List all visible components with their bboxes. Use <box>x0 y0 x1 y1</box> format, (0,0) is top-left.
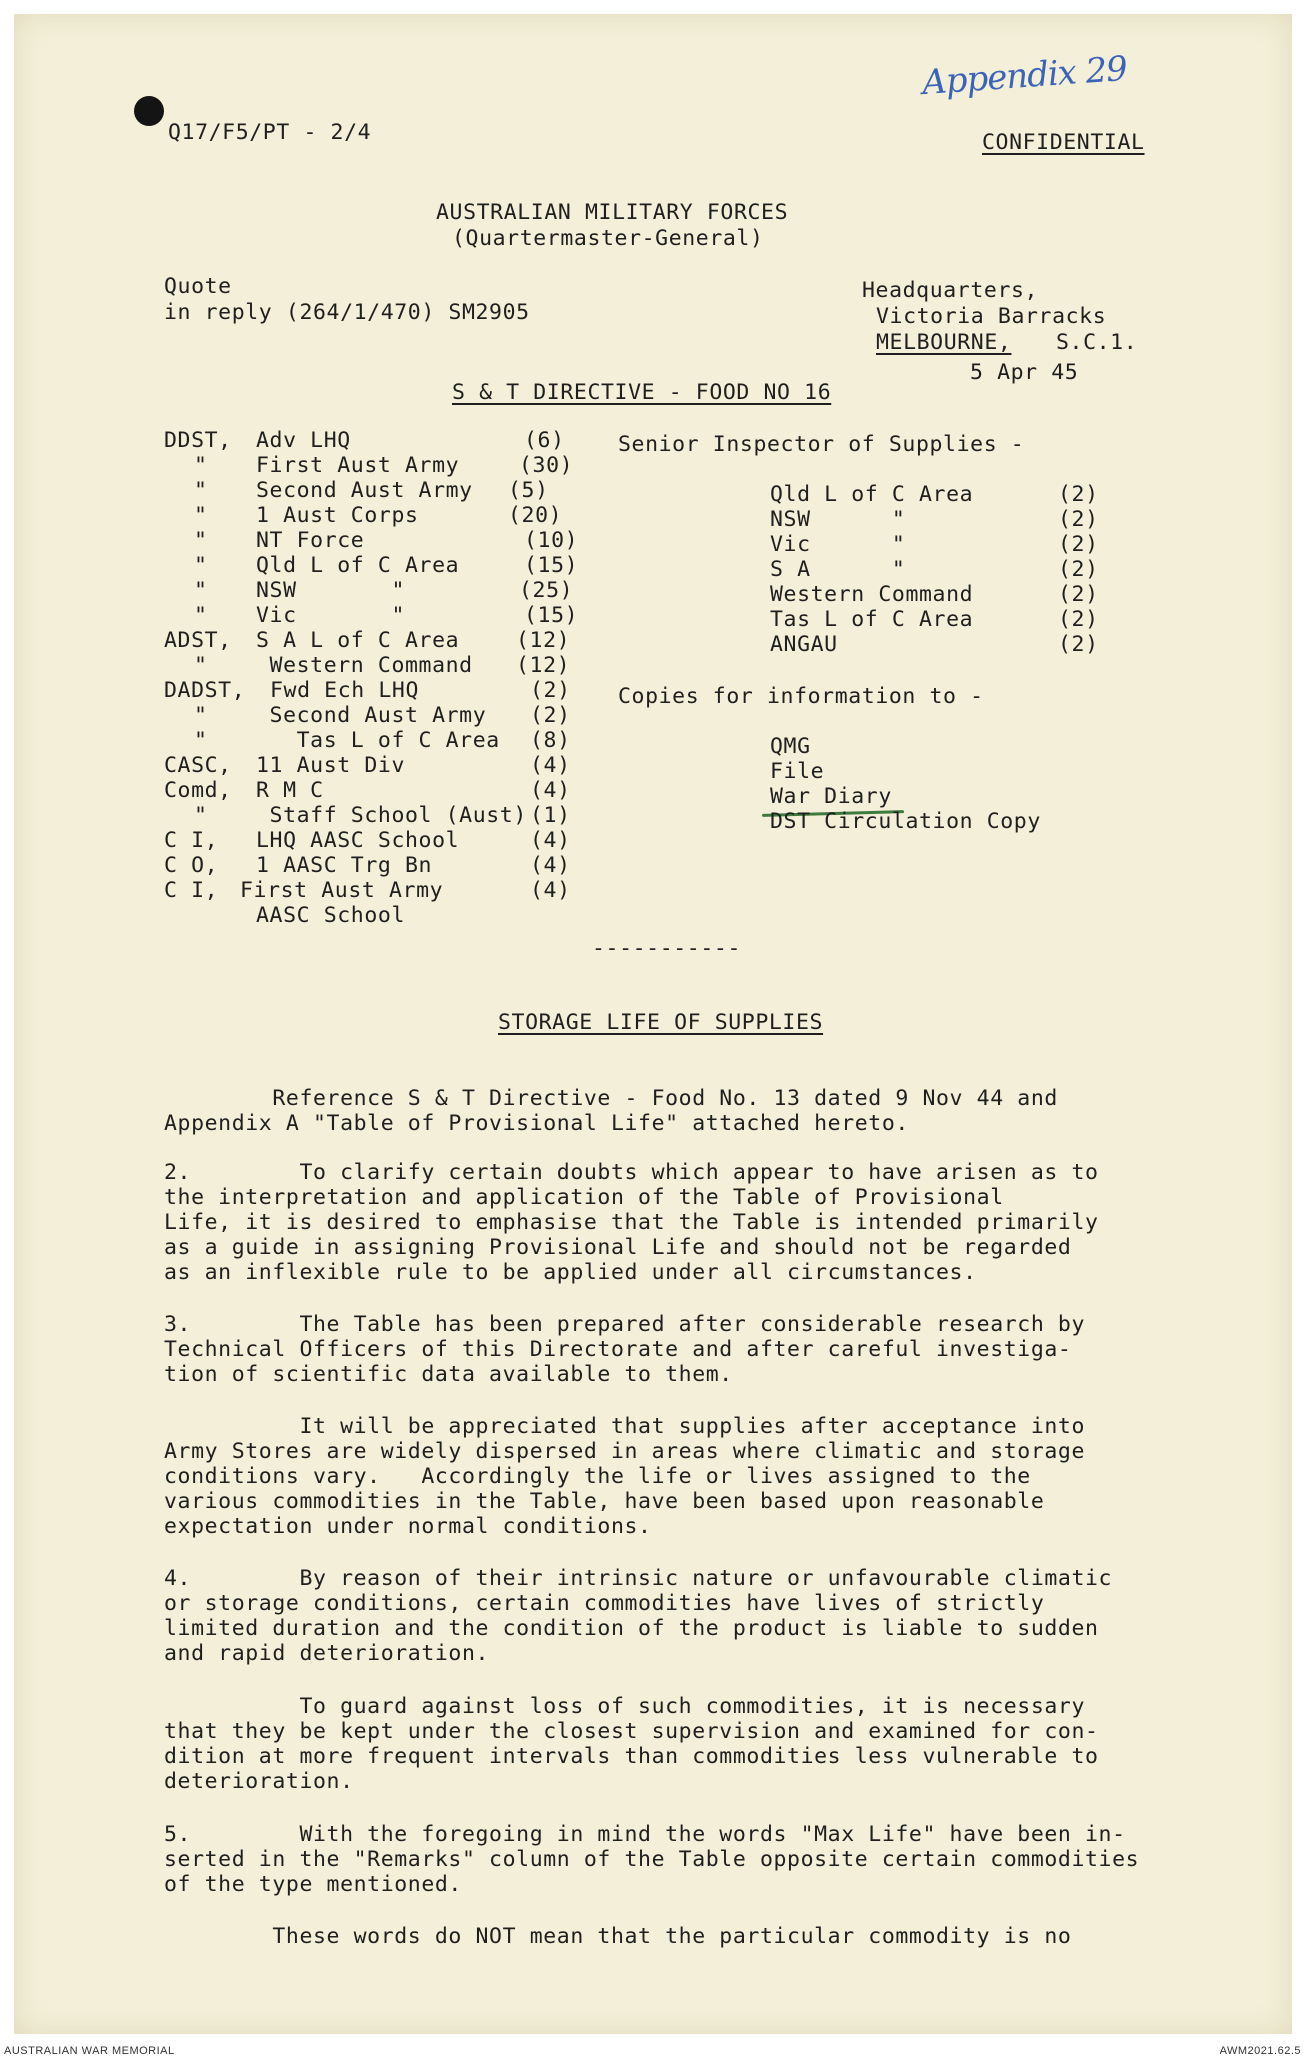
dist-count: (30) <box>519 453 574 478</box>
dist-count: (2) <box>530 703 571 728</box>
copies-heading: Copies for information to - <box>618 684 984 709</box>
dist-unit: Vic " <box>256 603 405 628</box>
address-city: MELBOURNE, <box>876 330 1012 355</box>
paragraph-line: various commodities in the Table, have been based upon reasonable <box>164 1489 1045 1514</box>
inspector-count: (2) <box>1058 582 1099 607</box>
dist-unit: 1 AASC Trg Bn <box>256 853 433 878</box>
paragraph-line: 4. By reason of their intrinsic nature or unfavourable climatic <box>164 1566 1113 1591</box>
copy-recipient: File <box>770 759 825 784</box>
dist-unit: Western Command <box>256 653 473 678</box>
dist-unit: Tas L of C Area <box>256 728 500 753</box>
paragraph-line: Technical Officers of this Directorate and after careful investiga- <box>164 1337 1072 1362</box>
inspector-count: (2) <box>1058 607 1099 632</box>
dist-count: (8) <box>530 728 571 753</box>
dist-count: (10) <box>524 528 579 553</box>
dist-role: DDST, <box>164 428 232 453</box>
dist-unit: LHQ AASC School <box>256 828 460 853</box>
paragraph-line: 5. With the foregoing in mind the words "Max Life" have been in- <box>164 1822 1126 1847</box>
dist-count: (1) <box>530 803 571 828</box>
address-line-2: Victoria Barracks <box>876 304 1107 329</box>
dist-count: (2) <box>530 678 571 703</box>
paragraph-line: as a guide in assigning Provisional Life and should not be regarded <box>164 1235 1072 1260</box>
paragraph-line: and rapid deterioration. <box>164 1641 490 1666</box>
address-postcode: S.C.1. <box>1056 330 1138 355</box>
dist-unit: Second Aust Army <box>256 478 473 503</box>
inspector-count: (2) <box>1058 557 1099 582</box>
inspector-area: Western Command <box>770 582 974 607</box>
dist-role: " <box>194 653 208 678</box>
inspector-area: S A " <box>770 557 906 582</box>
inspector-area: Qld L of C Area <box>770 482 974 507</box>
dist-count: (25) <box>519 578 574 603</box>
dist-count: (4) <box>530 828 571 853</box>
address-line-1: Headquarters, <box>862 278 1039 303</box>
document-date: 5 Apr 45 <box>970 360 1079 385</box>
dist-role: " <box>194 703 208 728</box>
punch-hole <box>134 96 164 126</box>
quote-label: Quote <box>164 274 232 299</box>
dist-unit: 11 Aust Div <box>256 753 405 778</box>
copy-recipient: DST Circulation Copy <box>770 809 1041 834</box>
dist-unit: First Aust Army <box>256 453 460 478</box>
separator-line: ----------- <box>592 936 741 961</box>
paragraph-line: that they be kept under the closest supervision and examined for con- <box>164 1719 1099 1744</box>
quote-reference: in reply (264/1/470) SM2905 <box>164 300 530 325</box>
dist-role: " <box>194 603 208 628</box>
dist-role: DADST, <box>164 678 246 703</box>
dist-count: (6) <box>524 428 565 453</box>
paragraph-line: or storage conditions, certain commodities have lives of strictly <box>164 1591 1045 1616</box>
dist-count: (4) <box>530 853 571 878</box>
inspector-area: Tas L of C Area <box>770 607 974 632</box>
dist-unit: Staff School (Aust) <box>256 803 527 828</box>
footer-accession: AWM2021.62.5 <box>1219 2045 1301 2057</box>
handwritten-annotation: Appendix 29 <box>920 48 1129 104</box>
subject-heading: STORAGE LIFE OF SUPPLIES <box>498 1010 824 1035</box>
dist-role: " <box>194 528 208 553</box>
inspector-count: (2) <box>1058 532 1099 557</box>
paragraph-line: Reference S & T Directive - Food No. 13 dated 9 Nov 44 and <box>164 1086 1058 1111</box>
dist-unit: First Aust Army <box>240 878 444 903</box>
paragraph-line: 3. The Table has been prepared after considerable research by <box>164 1312 1085 1337</box>
dist-role: C I, <box>164 878 219 903</box>
paragraph-line: 2. To clarify certain doubts which appear to have arisen as to <box>164 1160 1099 1185</box>
dist-unit: S A L of C Area <box>256 628 460 653</box>
footer-bar <box>0 2039 1307 2061</box>
dist-count: (4) <box>530 753 571 778</box>
paragraph-line: deterioration. <box>164 1769 354 1794</box>
paragraph-line: as an inflexible rule to be applied under all circumstances. <box>164 1260 977 1285</box>
dist-role: CASC, <box>164 753 232 778</box>
dist-count: (15) <box>524 603 579 628</box>
file-reference: Q17/F5/PT - 2/4 <box>168 120 372 145</box>
dist-unit: Qld L of C Area <box>256 553 460 578</box>
dist-role: C I, <box>164 828 219 853</box>
paragraph-line: expectation under normal conditions. <box>164 1514 652 1539</box>
directive-title: S & T DIRECTIVE - FOOD NO 16 <box>452 380 832 405</box>
dist-count: (12) <box>516 653 571 678</box>
copy-recipient-war-diary: War Diary <box>770 784 892 809</box>
paragraph-line: tion of scientific data available to them. <box>164 1362 733 1387</box>
dist-unit: 1 Aust Corps <box>256 503 419 528</box>
inspector-count: (2) <box>1058 482 1099 507</box>
dist-role: " <box>194 803 208 828</box>
dist-unit: R M C <box>256 778 324 803</box>
paragraph-line: of the type mentioned. <box>164 1872 462 1897</box>
dist-role: C O, <box>164 853 219 878</box>
paragraph-line: serted in the "Remarks" column of the Table opposite certain commodities <box>164 1847 1140 1872</box>
dist-count: (5) <box>508 478 549 503</box>
copy-recipient: QMG <box>770 734 811 759</box>
paragraph-line: Life, it is desired to emphasise that the Table is intended primarily <box>164 1210 1099 1235</box>
dist-unit: NT Force <box>256 528 365 553</box>
dist-unit: NSW " <box>256 578 405 603</box>
dist-count: (4) <box>530 778 571 803</box>
dist-count: (4) <box>530 878 571 903</box>
dist-role: " <box>194 578 208 603</box>
paragraph-line: the interpretation and application of the Table of Provisional <box>164 1185 1004 1210</box>
dist-unit: Fwd Ech LHQ <box>270 678 419 703</box>
paragraph-line: Appendix A "Table of Provisional Life" attached hereto. <box>164 1111 909 1136</box>
dist-role: " <box>194 478 208 503</box>
inspector-count: (2) <box>1058 632 1099 657</box>
dist-unit: Adv LHQ <box>256 428 351 453</box>
paragraph-line: Army Stores are widely dispersed in areas where climatic and storage <box>164 1439 1085 1464</box>
dist-role: Comd, <box>164 778 232 803</box>
senior-inspector-heading: Senior Inspector of Supplies - <box>618 432 1025 457</box>
paragraph-line: dition at more frequent intervals than commodities less vulnerable to <box>164 1744 1099 1769</box>
dist-role: ADST, <box>164 628 232 653</box>
paragraph-line: limited duration and the condition of the product is liable to sudden <box>164 1616 1099 1641</box>
footer-source: AUSTRALIAN WAR MEMORIAL <box>4 2045 175 2057</box>
inspector-area: NSW " <box>770 507 906 532</box>
org-name: AUSTRALIAN MILITARY FORCES <box>436 200 789 225</box>
dist-role: " <box>194 553 208 578</box>
paragraph-line: conditions vary. Accordingly the life or lives assigned to the <box>164 1464 1031 1489</box>
dist-role: " <box>194 503 208 528</box>
dist-role: " <box>194 453 208 478</box>
classification-label: CONFIDENTIAL <box>982 130 1145 155</box>
dist-unit: AASC School <box>256 903 405 928</box>
dist-role: " <box>194 728 208 753</box>
dist-count: (12) <box>516 628 571 653</box>
dist-unit: Second Aust Army <box>256 703 487 728</box>
paragraph-line: To guard against loss of such commodities, it is necessary <box>164 1694 1085 1719</box>
paragraph-line: These words do NOT mean that the particular commodity is no <box>164 1924 1072 1949</box>
dist-count: (15) <box>524 553 579 578</box>
dist-count: (20) <box>508 503 563 528</box>
org-department: (Quartermaster-General) <box>452 226 764 251</box>
inspector-area: ANGAU <box>770 632 838 657</box>
inspector-area: Vic " <box>770 532 906 557</box>
inspector-count: (2) <box>1058 507 1099 532</box>
paragraph-line: It will be appreciated that supplies after acceptance into <box>164 1414 1085 1439</box>
